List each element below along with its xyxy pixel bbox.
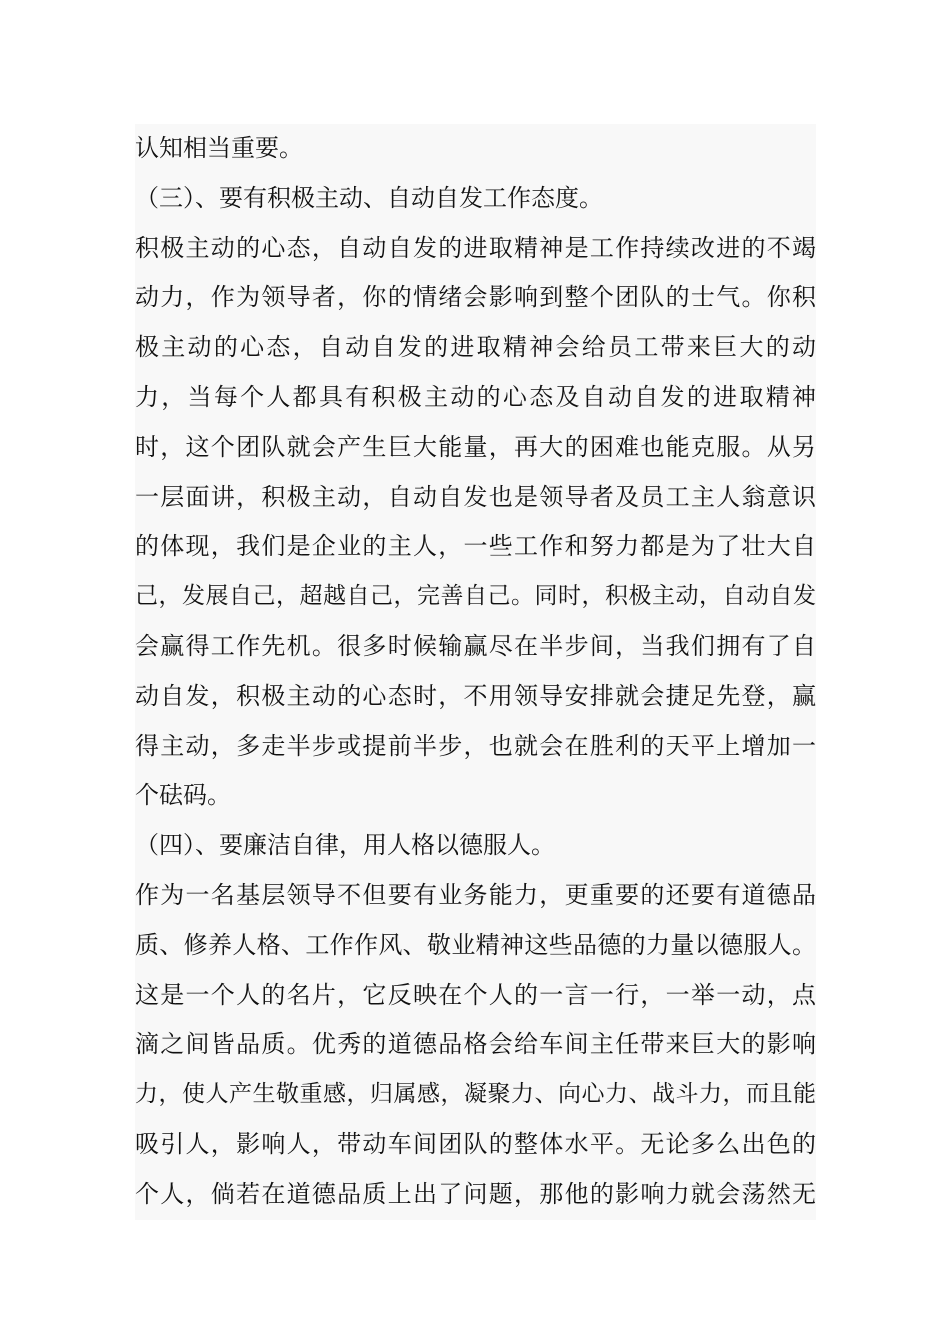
text-line: 作为一名基层领导不但要有业务能力，更重要的还要有道德品 (135, 880, 816, 909)
text-line: 个人，倘若在道德品质上出了问题，那他的影响力就会荡然无 (135, 1179, 816, 1208)
document-body (135, 124, 816, 1220)
text-line: 个砝码。 (135, 781, 231, 810)
text-line: 力，当每个人都具有积极主动的心态及自动自发的进取精神 (135, 382, 816, 411)
text-line: 认知相当重要。 (135, 134, 303, 162)
text-line: 极主动的心态，自动自发的进取精神会给员工带来巨大的动 (135, 333, 816, 362)
text-line: 质、修养人格、工作作风、敬业精神这些品德的力量以德服人。 (135, 930, 816, 959)
text-line: 力，使人产生敬重感，归属感，凝聚力、向心力、战斗力，而且能 (135, 1081, 816, 1108)
text-line: 己，发展自己，超越自己，完善自己。同时，积极主动，自动自发 (135, 583, 816, 610)
text-line: 动力，作为领导者，你的情绪会影响到整个团队的士气。你积 (135, 283, 816, 312)
text-line: 一层面讲，积极主动，自动自发也是领导者及员工主人翁意识 (135, 482, 816, 511)
text-line: 吸引人，影响人，带动车间团队的整体水平。无论多么出色的 (135, 1129, 816, 1158)
text-line: 滴之间皆品质。优秀的道德品格会给车间主任带来巨大的影响 (135, 1030, 816, 1059)
section-heading: （四）、要廉洁自律，用人格以德服人。 (135, 831, 555, 860)
text-line: 时，这个团队就会产生巨大能量，再大的困难也能克服。从另 (135, 432, 816, 461)
text-line: 积极主动的心态，自动自发的进取精神是工作持续改进的不竭 (135, 233, 816, 262)
text-line: 动自发，积极主动的心态时，不用领导安排就会捷足先登，赢 (135, 681, 816, 710)
text-line: 会赢得工作先机。很多时候输赢尽在半步间，当我们拥有了自 (135, 631, 816, 660)
text-line: 得主动，多走半步或提前半步，也就会在胜利的天平上增加一 (135, 731, 816, 760)
text-line: 这是一个人的名片，它反映在个人的一言一行，一举一动，点 (135, 980, 816, 1009)
text-line: 的体现，我们是企业的主人，一些工作和努力都是为了壮大自 (135, 532, 816, 561)
section-heading: （三）、要有积极主动、自动自发工作态度。 (135, 183, 603, 212)
